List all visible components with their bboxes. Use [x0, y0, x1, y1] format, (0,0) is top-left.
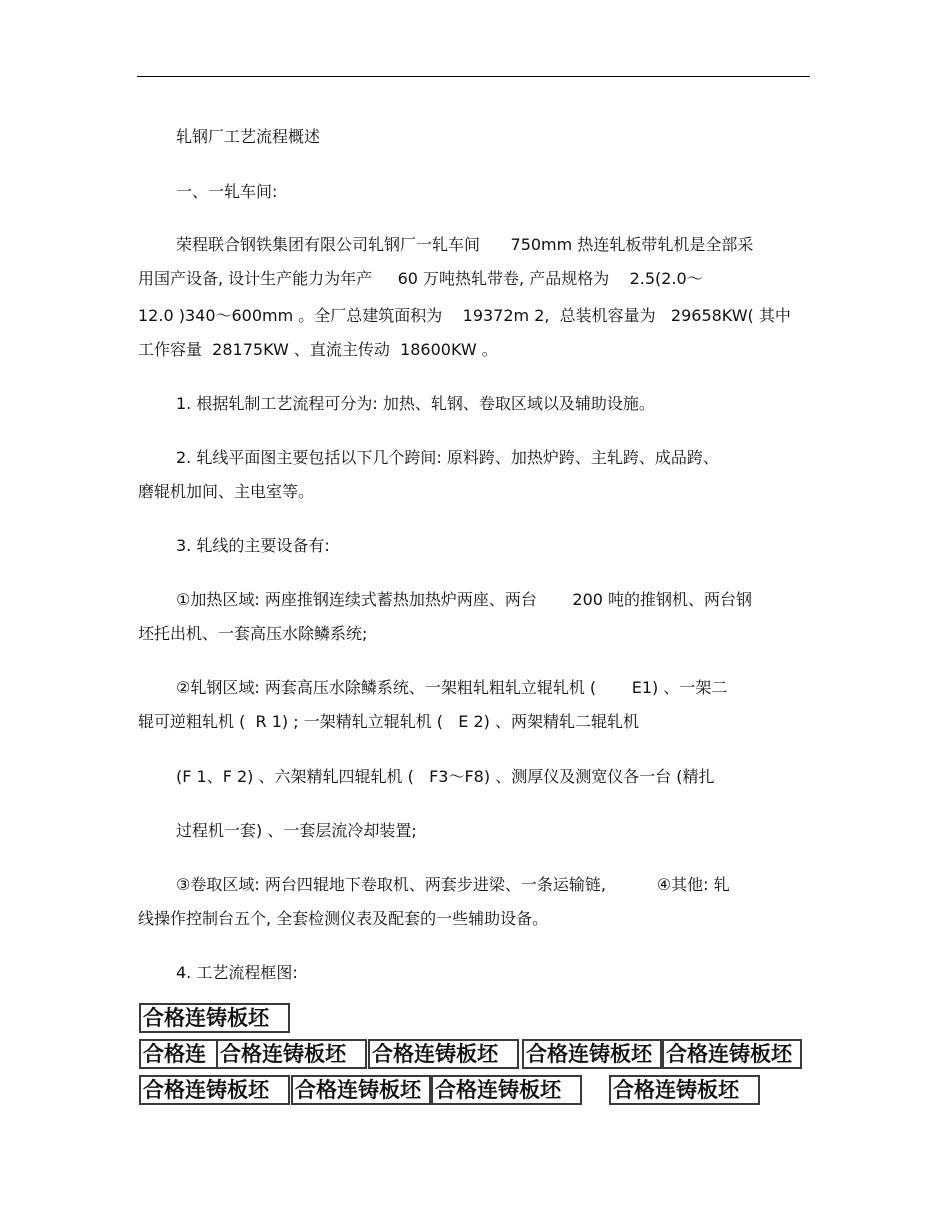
flow-box: 合格连: [139, 1039, 219, 1069]
heating-line-1: ①加热区域: 两座推钢连续式蓄热加热炉两座、两台 200 吨的推钢机、两台钢: [176, 590, 753, 609]
coiling-line-1: ③卷取区域: 两台四辊地下卷取机、两套步进梁、一条运输链, ④其他: 轧: [176, 875, 730, 894]
document-title: 轧钢厂工艺流程概述: [176, 127, 321, 146]
intro-line-3: 12.0 )340～600mm 。全厂总建筑面积为 19372m 2, 总装机容量为 29658KW( 其中: [138, 306, 791, 325]
intro-line-1: 荣程联合钢铁集团有限公司轧钢厂一轧车间 750mm 热连轧板带轧机是全部采: [176, 235, 754, 254]
header-rule: [137, 76, 810, 77]
flow-box: 合格连铸板坯: [216, 1039, 367, 1069]
flow-box: 合格连铸板坯: [291, 1075, 431, 1105]
flow-box: 合格连铸板坯: [139, 1003, 290, 1033]
flow-box: 合格连铸板坯: [368, 1039, 519, 1069]
point-2-line-1: 2. 轧线平面图主要包括以下几个跨间: 原料跨、加热炉跨、主轧跨、成品跨、: [176, 448, 719, 467]
point-2-line-2: 磨辊机加间、主电室等。: [138, 482, 315, 501]
rolling-line-2: 辊可逆粗轧机 ( R 1) ; 一架精轧立辊轧机 ( E 2) 、两架精轧二辊轧机: [138, 712, 639, 731]
flow-box: 合格连铸板坯: [662, 1039, 802, 1069]
rolling-line-1: ②轧钢区域: 两套高压水除鳞系统、一架粗轧粗轧立辊轧机 ( E1) 、一架二: [176, 678, 728, 697]
flow-box: 合格连铸板坯: [431, 1075, 582, 1105]
point-3: 3. 轧线的主要设备有:: [176, 536, 330, 555]
flow-box: 合格连铸板坯: [139, 1075, 290, 1105]
coiling-line-2: 线操作控制台五个, 全套检测仪表及配套的一些辅助设备。: [138, 909, 549, 928]
intro-line-4: 工作容量 28175KW 、直流主传动 18600KW 。: [138, 340, 498, 359]
rolling-line-4: 过程机一套) 、一套层流冷却装置;: [176, 821, 417, 840]
rolling-line-3: (F 1、F 2) 、六架精轧四辊轧机 ( F3～F8) 、测厚仪及测宽仪各一台 (精扎: [176, 767, 715, 786]
point-4: 4. 工艺流程框图:: [176, 963, 298, 982]
point-1: 1. 根据轧制工艺流程可分为: 加热、轧钢、卷取区域以及辅助设施。: [176, 394, 655, 413]
heating-line-2: 坯托出机、一套高压水除鳞系统;: [138, 624, 368, 643]
flow-box: 合格连铸板坯: [522, 1039, 662, 1069]
intro-line-2: 用国产设备, 设计生产能力为年产 60 万吨热轧带卷, 产品规格为 2.5(2.0～: [138, 269, 703, 288]
section-heading: 一、一轧车间:: [176, 182, 278, 201]
flow-box: 合格连铸板坯: [609, 1075, 760, 1105]
